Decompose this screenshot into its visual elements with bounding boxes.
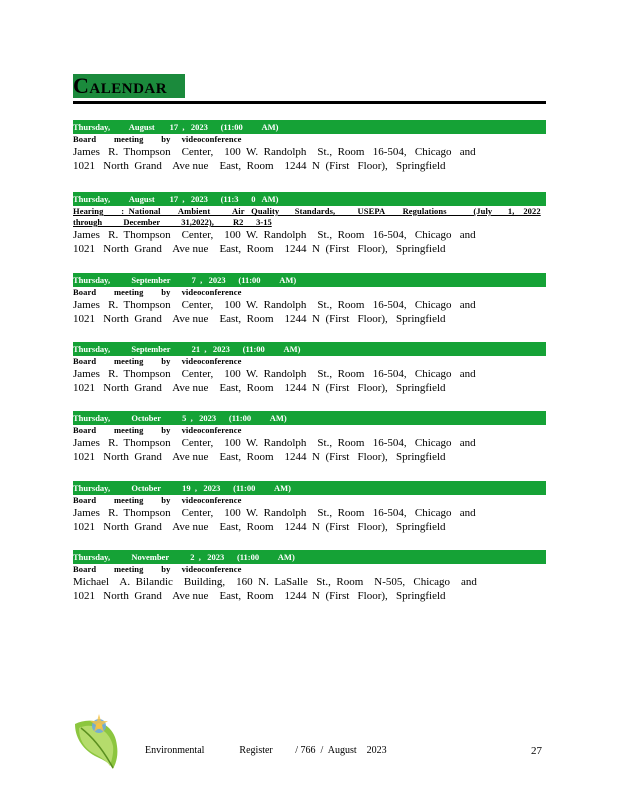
entry-location-line2: 1021 North Grand Ave nue East, Room 1244 N (First Floor), Springfield bbox=[73, 313, 446, 325]
entry-date: Thursday, September 7 , 2023 (11:00 AM) bbox=[73, 275, 297, 285]
entry-date-bar bbox=[73, 411, 546, 425]
section-title-bg bbox=[73, 74, 185, 98]
entry-description: Board meeting by videoconference bbox=[73, 425, 242, 435]
calendar-entry bbox=[73, 481, 546, 534]
entry-date: Thursday, November 2 , 2023 (11:00 AM) bbox=[73, 552, 295, 562]
calendar-entry bbox=[73, 411, 546, 464]
calendar-entry bbox=[73, 273, 546, 326]
footer-publication: Environmental Register / 766 / August 2023 bbox=[145, 745, 387, 756]
entry-location-line1: James R. Thompson Center, 100 W. Randolph St., Room 16-504, Chicago and bbox=[73, 368, 476, 380]
entry-date-bar bbox=[73, 342, 546, 356]
entry-description: Board meeting by videoconference bbox=[73, 287, 242, 297]
entry-date-bar bbox=[73, 550, 546, 564]
entry-date-bar bbox=[73, 192, 546, 206]
entry-location-line1: James R. Thompson Center, 100 W. Randolph St., Room 16-504, Chicago and bbox=[73, 229, 476, 241]
calendar-entry bbox=[73, 192, 546, 256]
entry-date-bar bbox=[73, 120, 546, 134]
entry-location-line1: James R. Thompson Center, 100 W. Randolph St., Room 16-504, Chicago and bbox=[73, 146, 476, 158]
entry-location-line2: 1021 North Grand Ave nue East, Room 1244 N (First Floor), Springfield bbox=[73, 160, 446, 172]
entry-location-line2: 1021 North Grand Ave nue East, Room 1244 N (First Floor), Springfield bbox=[73, 243, 446, 255]
entry-date: Thursday, August 17 , 2023 (11:00 AM) bbox=[73, 122, 279, 132]
page-footer bbox=[0, 712, 618, 772]
entry-location-line1: James R. Thompson Center, 100 W. Randolph St., Room 16-504, Chicago and bbox=[73, 507, 476, 519]
entry-location-line2: 1021 North Grand Ave nue East, Room 1244 N (First Floor), Springfield bbox=[73, 451, 446, 463]
entry-description: Board meeting by videoconference bbox=[73, 495, 242, 505]
entry-description: Board meeting by videoconference bbox=[73, 564, 242, 574]
leaf-logo-icon bbox=[73, 712, 121, 770]
entry-location-line1: James R. Thompson Center, 100 W. Randolph St., Room 16-504, Chicago and bbox=[73, 437, 476, 449]
entry-description: Hearing : National Ambient Air Quality Standards, USEPA Regulations (July 1, 2022 bbox=[73, 206, 541, 216]
page-number: 27 bbox=[531, 745, 542, 757]
calendar-entry bbox=[73, 120, 546, 173]
entry-location-line1: Michael A. Bilandic Building, 160 N. LaSalle St., Room N-505, Chicago and bbox=[73, 576, 477, 588]
entry-location-line2: 1021 North Grand Ave nue East, Room 1244 N (First Floor), Springfield bbox=[73, 590, 446, 602]
entry-description: Board meeting by videoconference bbox=[73, 134, 242, 144]
entry-date-bar bbox=[73, 481, 546, 495]
entry-description-line2: through December 31,2022), R2 3-15 bbox=[73, 217, 272, 227]
entry-location-line2: 1021 North Grand Ave nue East, Room 1244 N (First Floor), Springfield bbox=[73, 521, 446, 533]
entry-date: Thursday, October 5 , 2023 (11:00 AM) bbox=[73, 413, 287, 423]
title-rule bbox=[73, 101, 546, 104]
entry-date: Thursday, September 21 , 2023 (11:00 AM) bbox=[73, 344, 301, 354]
entry-date: Thursday, October 19 , 2023 (11:00 AM) bbox=[73, 483, 292, 493]
entry-date: Thursday, August 17 , 2023 (11:3 0 AM) bbox=[73, 194, 279, 204]
calendar-entry bbox=[73, 342, 546, 395]
entry-description: Board meeting by videoconference bbox=[73, 356, 242, 366]
section-title: Calendar bbox=[73, 73, 168, 98]
entry-location-line1: James R. Thompson Center, 100 W. Randolph St., Room 16-504, Chicago and bbox=[73, 299, 476, 311]
entry-location-line2: 1021 North Grand Ave nue East, Room 1244 N (First Floor), Springfield bbox=[73, 382, 446, 394]
entry-date-bar bbox=[73, 273, 546, 287]
calendar-entry bbox=[73, 550, 546, 603]
